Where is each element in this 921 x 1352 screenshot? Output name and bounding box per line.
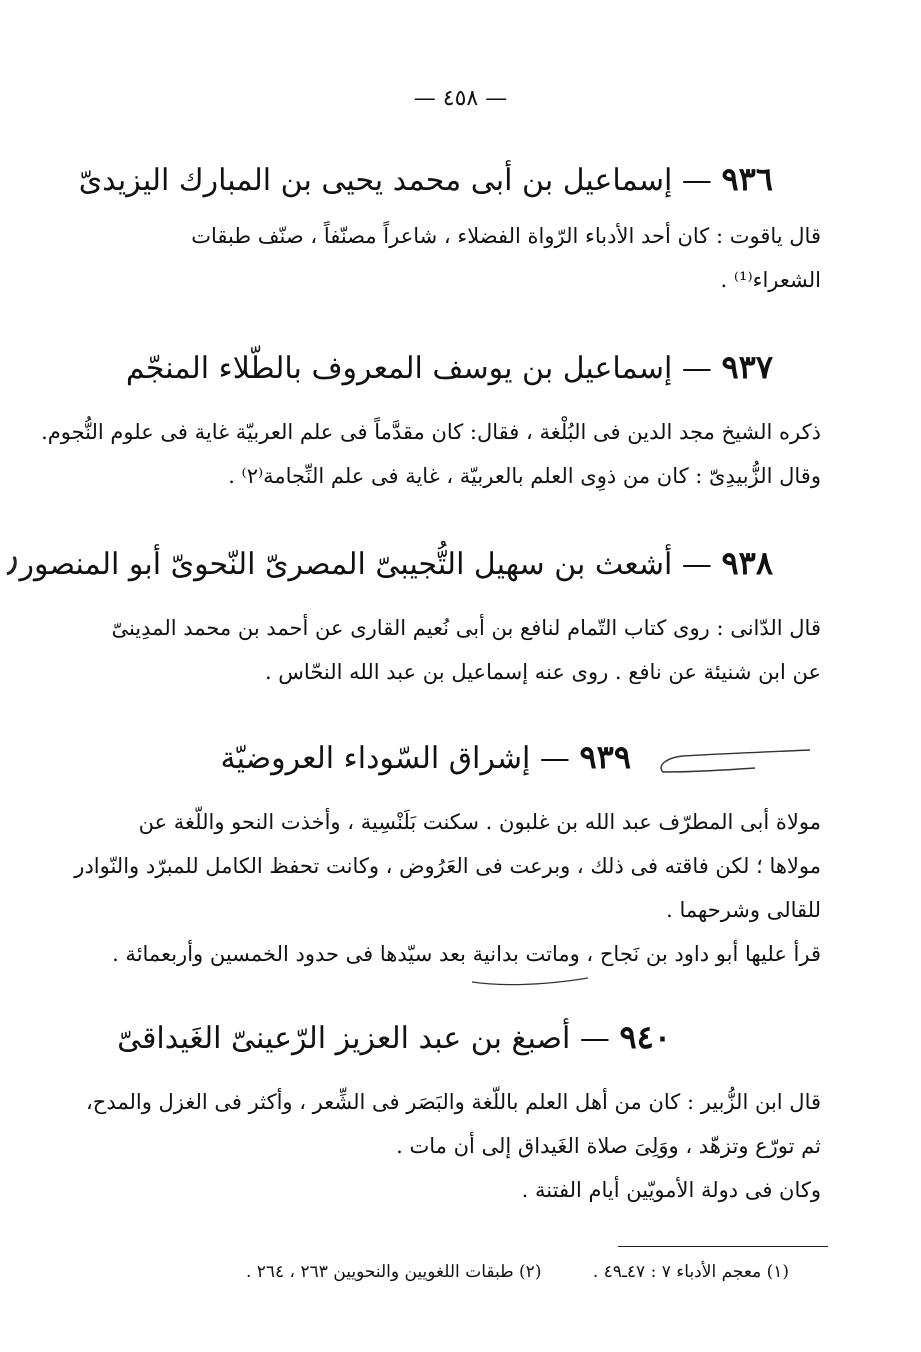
entry-body-936 — [101, 214, 821, 302]
pen-underline-stroke — [470, 968, 590, 990]
entry-heading-937: ٩٣٧ — إسماعيل بن يوسف المعروف بالطّلاء المنجّم — [125, 348, 773, 386]
entry-number: ٩٣٦ — [721, 160, 773, 198]
pen-annotation-stroke — [655, 742, 815, 778]
entry-number: ٩٣٧ — [721, 348, 773, 386]
margin-pen-mark: ٫ — [0, 533, 21, 581]
footnote-1: (١) معجم الأدباء ٧ : ٤٧ـ٤٩ . — [592, 1262, 789, 1282]
entry-title: أشعث بن سهيل التُّجيبىّ المصرىّ النّحوىّ أبو المنصور — [19, 547, 673, 582]
entry-heading-936: ٩٣٦ — إسماعيل بن أبى محمد يحيى بن المبارك اليزيدىّ — [78, 160, 773, 198]
body-line: ذكره الشيخ مجد الدين فى البُلْغة ، فقال: كان مقدَّماً فى علم العربيّة غاية فى علوم النُّجوم. — [41, 420, 821, 444]
body-line: قرأ عليها أبو داود بن نَجاح ، وماتت بدانية بعد سيّدها فى حدود الخمسين وأربعمائة . — [112, 942, 821, 966]
body-line: عن ابن شنيئة عن نافع . روى عنه إسماعيل بن عبد الله النحّاس . — [264, 660, 821, 684]
body-line: الشعراء⁽¹⁾ . — [720, 268, 821, 292]
entry-body-937 — [41, 410, 821, 498]
body-line: قال الدّانى : روى كتاب التّمام لنافع بن أبى نُعيم القارى عن أحمد بن محمد المدِينىّ — [111, 616, 821, 640]
entry-title: أصبغ بن عبد العزيز الرّعينىّ الغَيداقىّ — [117, 1021, 571, 1056]
entry-number: ٩٣٩ — [579, 738, 631, 776]
body-line: مولاة أبى المطرّف عبد الله بن غلبون . سكنت بَلَنْسِية ، وأخذت النحو واللّغة عن — [138, 810, 821, 834]
entry-heading-940: ٩٤٠ — أصبغ بن عبد العزيز الرّعينىّ الغَيداقىّ — [117, 1018, 671, 1056]
entry-number: ٩٣٨ — [721, 544, 773, 582]
entry-title: إسماعيل بن أبى محمد يحيى بن المبارك اليزيدىّ — [78, 163, 673, 198]
footnote-2: (٢) طبقات اللغويين والنحويين ٢٦٣ ، ٢٦٤ . — [245, 1262, 542, 1282]
entry-title: إشراق السّوداء العروضيّة — [220, 741, 531, 776]
entry-number: ٩٤٠ — [619, 1018, 671, 1056]
body-line: للقالى وشرحهما . — [666, 898, 821, 922]
entry-body-940 — [86, 1080, 821, 1212]
body-line: مولاها ؛ لكن فاقته فى ذلك ، وبرعت فى العَرُوض ، وكانت تحفظ الكامل للمبرّد والنّوادر — [74, 854, 821, 878]
entry-heading-939: ٩٣٩ — إشراق السّوداء العروضيّة — [220, 738, 631, 776]
footnote-rule — [618, 1246, 828, 1247]
body-line: وقال الزُّبيدِىّ : كان من ذوِى العلم بالعربيّة ، غاية فى علم النِّجامة⁽٢⁾ . — [228, 464, 821, 488]
page-number: — ٤٥٨ — — [413, 86, 508, 111]
body-line: ثم تورّع وتزهّد ، ووَلِىَ صلاة الغَيداق إلى أن مات . — [396, 1134, 821, 1158]
entry-body-939 — [74, 800, 821, 976]
body-line: قال ياقوت : كان أحد الأدباء الرّواة الفضلاء ، شاعراً مصنّفاً ، صنّف طبقات — [191, 224, 821, 248]
entry-heading-938: ٩٣٨ — أشعث بن سهيل التُّجيبىّ المصرىّ النّحوىّ أبو المنصور — [19, 544, 773, 582]
body-line: وكان فى دولة الأمويّين أيام الفتنة . — [521, 1178, 821, 1202]
footnotes — [200, 1262, 789, 1282]
entry-body-938 — [101, 606, 821, 694]
entry-title: إسماعيل بن يوسف المعروف بالطّلاء المنجّم — [125, 351, 673, 386]
body-line: قال ابن الزُّبير : كان من أهل العلم باللّغة والبَصَر فى الشِّعر ، وأكثر فى الغزل والمدح، — [86, 1090, 821, 1114]
